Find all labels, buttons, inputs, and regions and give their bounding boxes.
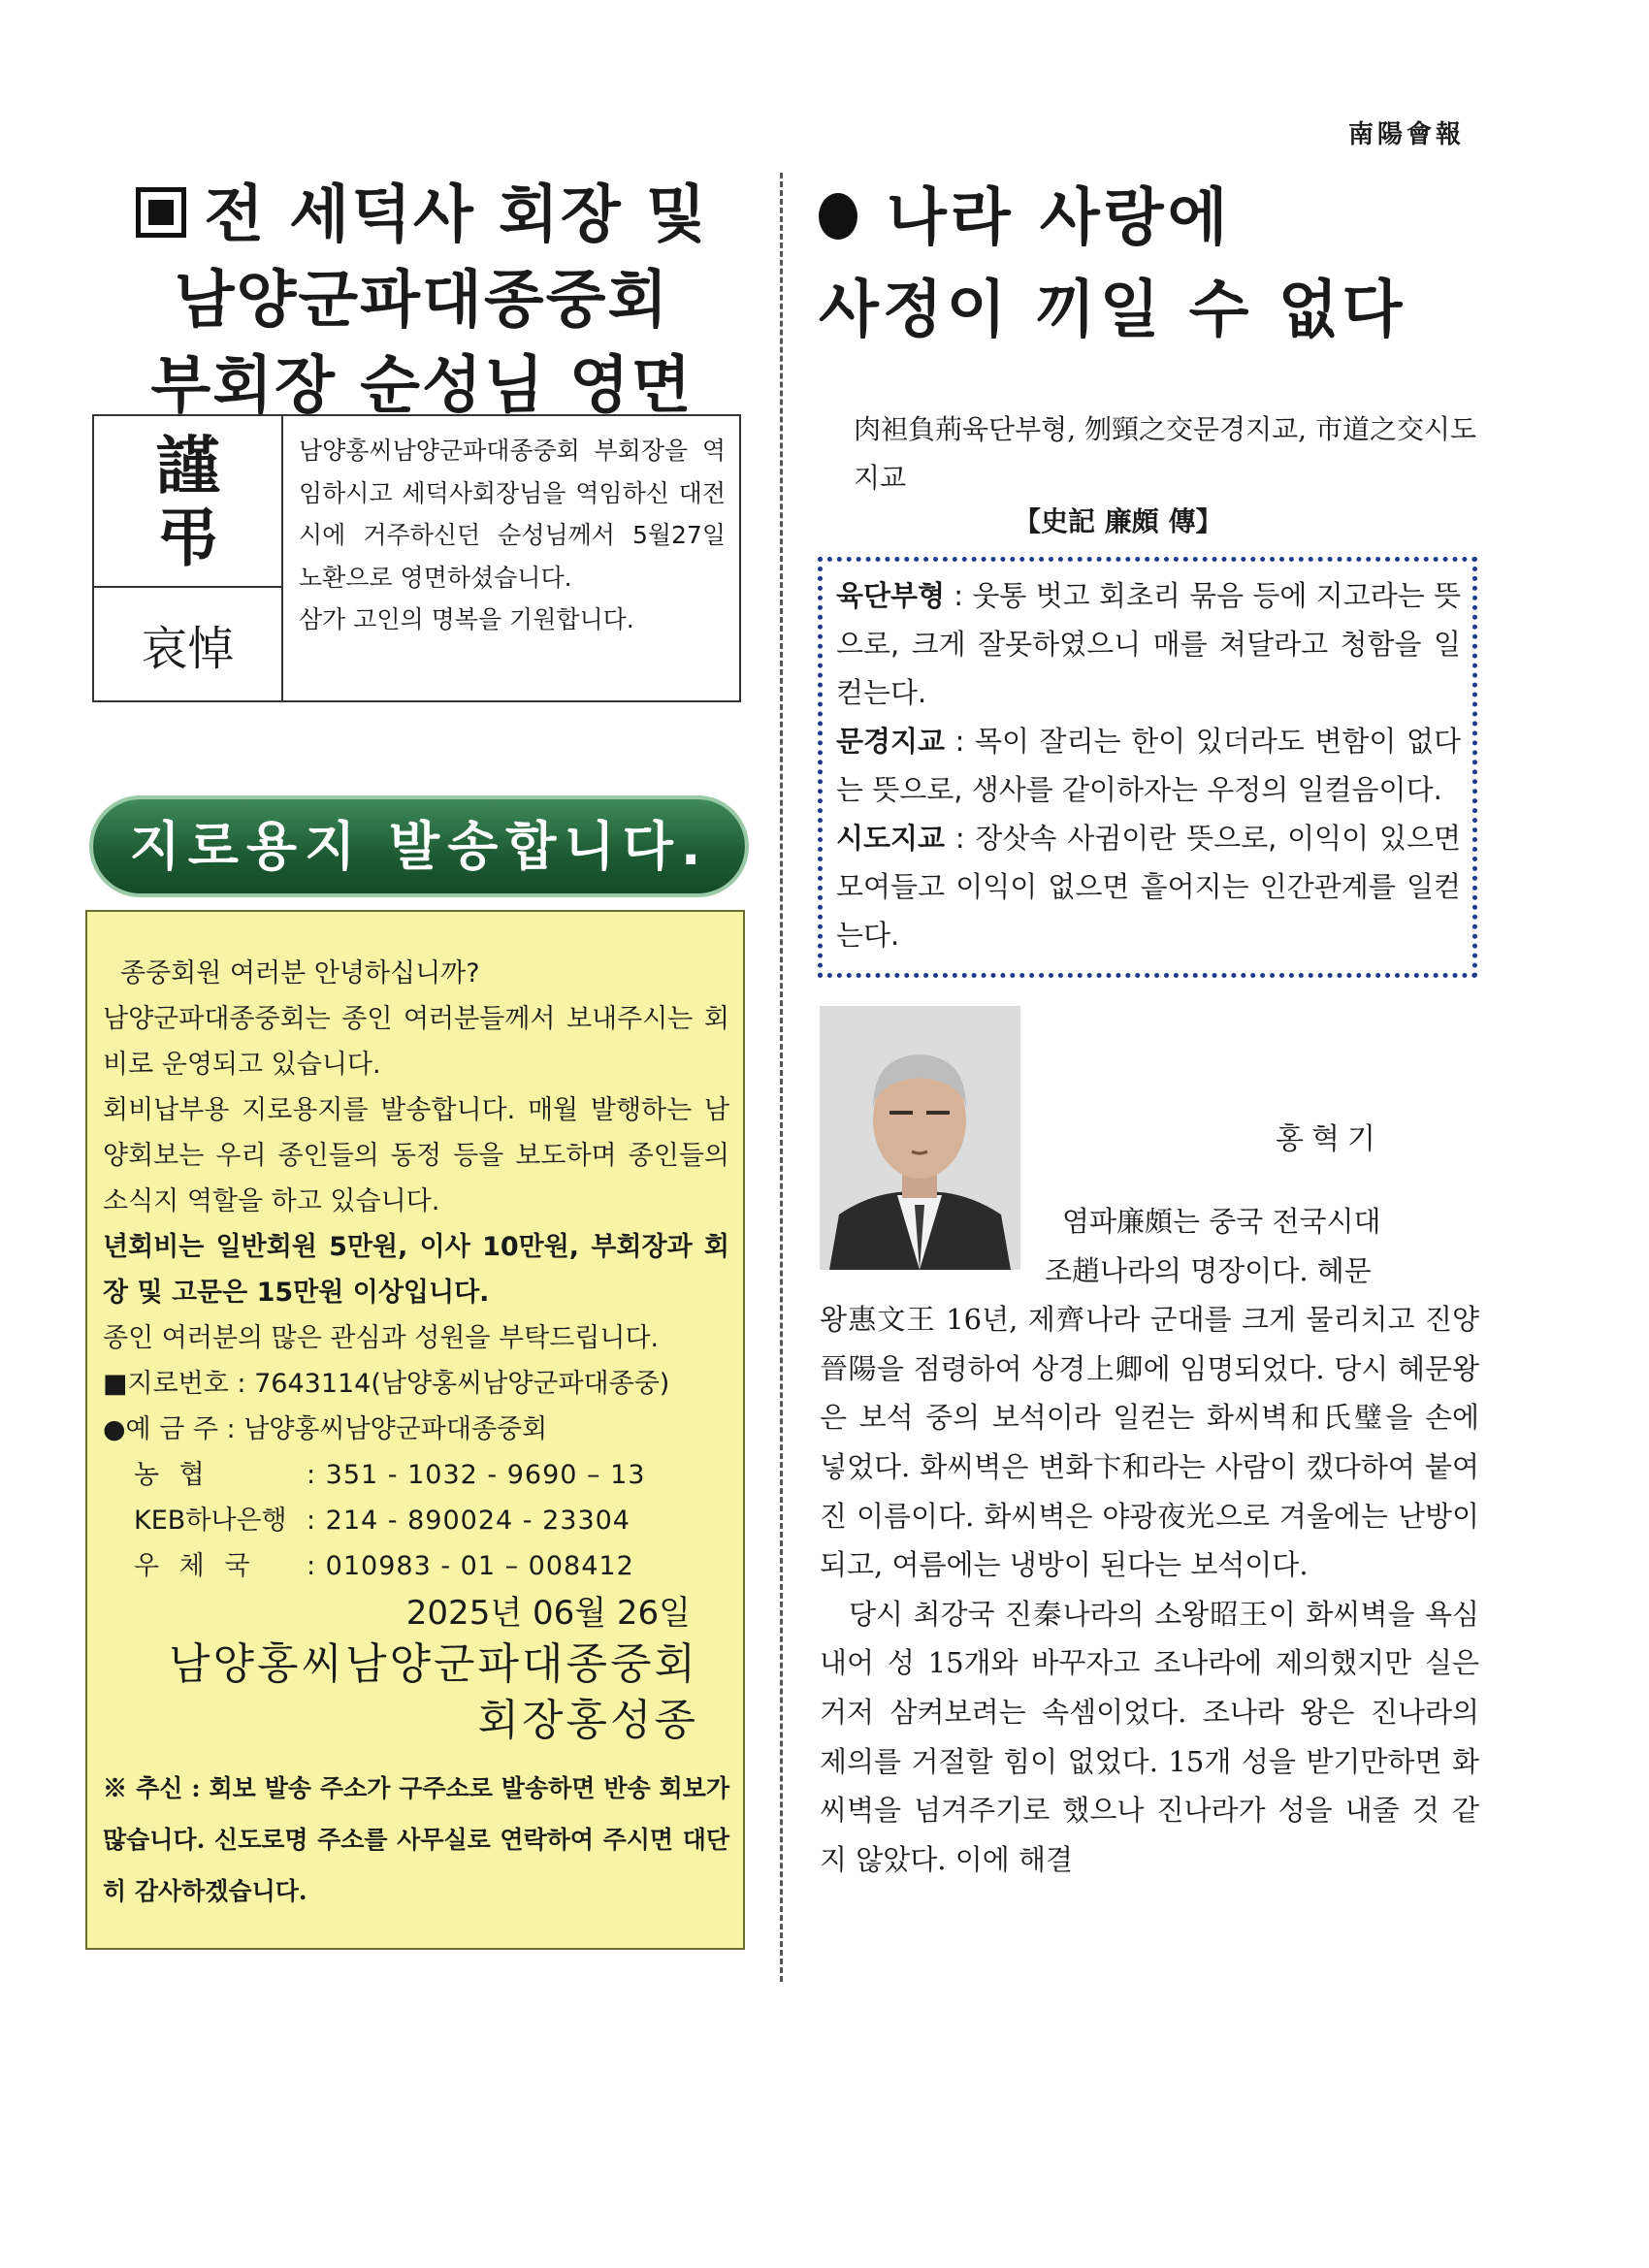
- obituary-title-line-2: 남양군파대종중회: [174, 265, 670, 337]
- definition-text: : 목이 잘리는 한이 있더라도 변함이 없다는 뜻으로, 생사를 같이하자는 우정의 일컬음이다.: [836, 725, 1461, 806]
- definition-text: : 웃통 벗고 회초리 묶음 등에 지고라는 뜻으로, 크게 잘못하였으니 매를 쳐달라고 청함을 일컫는다.: [836, 579, 1461, 709]
- essay-title-line-2: 사정이 끼일 수 없다: [819, 275, 1406, 346]
- notice-paragraph-4: 종인 여러분의 많은 관심과 성원을 부탁드립니다.: [103, 1323, 660, 1353]
- essay-author: 홍혁기: [1276, 1122, 1383, 1156]
- definition-text: : 장삿속 사귐이란 뜻으로, 이익이 있으면 모여들고 이익이 없으면 흩어지는 인간관계를 일컫는다.: [836, 822, 1461, 952]
- giro-number: ■지로번호 : 7643114(남양홍씨남양군파대종중): [103, 1369, 670, 1399]
- essay-title: [815, 173, 1474, 357]
- quote-source: 【史記 廉頗 傳】: [1014, 505, 1223, 537]
- notice-postscript: ※ 추신 : 회보 발송 주소가 구주소로 발송하면 반송 회보가 많습니다. 신도로명 주소를 사무실로 연락하여 주시면 대단히 감사하겠습니다.: [103, 1774, 729, 1905]
- obituary-title-line-3: 부회장 순성님 영면: [150, 350, 694, 422]
- notice-date: 2025년 06월 26일: [405, 1594, 691, 1633]
- essay-title-line-1: 나라 사랑에: [887, 182, 1232, 254]
- notice-paragraph-2: 회비납부용 지로용지를 발송합니다. 매월 발행하는 남양회보는 우리 종인들의 동정 등을 보도하며 종인들의 소식지 역할을 하고 있습니다.: [103, 1095, 729, 1216]
- condolence-text: [283, 416, 739, 700]
- account-number: : 214 - 890024 - 23304: [307, 1506, 630, 1536]
- account-number: : 010983 - 01 – 008412: [307, 1551, 634, 1581]
- black-square-icon: [136, 187, 186, 238]
- condolence-label-column: [94, 416, 283, 700]
- essay-body: [820, 1197, 1479, 1884]
- definition-item: [836, 571, 1461, 717]
- giro-banner: 지로용지 발송합니다.: [93, 799, 745, 893]
- condolence-body: 남양홍씨남양군파대종중회 부회장을 역임하시고 세덕사회장님을 역임하신 대전시에 거주하신던 순성님께서 5월27일 노환으로 영면하셨습니다.: [299, 437, 726, 592]
- definitions-box: [818, 557, 1477, 978]
- account-row: [103, 1498, 729, 1543]
- essay-quote: 肉袒負荊육단부형, 刎頸之交문경지교, 市道之交시도지교: [854, 413, 1477, 494]
- notice-org-line-2: 회장홍성종: [477, 1696, 698, 1745]
- definition-item: [836, 717, 1461, 814]
- essay-line-1: 염파廉頗는 중국 전국시대: [1062, 1205, 1381, 1238]
- column-divider: [780, 173, 783, 1982]
- bank-name: 농 협: [134, 1460, 210, 1490]
- black-circle-icon: [819, 193, 857, 240]
- essay-paragraph-2: 당시 최강국 진秦나라의 소왕昭王이 화씨벽을 욕심내어 성 15개와 바꾸자고 조나라에 제의했지만 실은 거저 삼켜보려는 속셈이었다. 조나라 왕은 진나라의 제의를 거절할 힘이 없었다. 15개 성을 받기만하면 화씨벽을 넘겨주기로 했으나 진나라가 성을 내줄 것 같지 않았다. 이에 해결: [820, 1597, 1479, 1876]
- notice-greeting: 종중회원 여러분 안녕하십니까?: [120, 958, 480, 988]
- condolence-closing: 삼가 고인의 명복을 기원합니다.: [299, 605, 634, 633]
- bank-name: KEB하나은행: [134, 1506, 287, 1536]
- definition-term: 육단부형: [836, 579, 946, 612]
- definition-term: 시도지교: [836, 822, 946, 855]
- bank-name: 우 체 국: [134, 1551, 256, 1581]
- essay-line-2: 조趙나라의 명장이다. 혜문: [1045, 1253, 1372, 1287]
- notice-paragraph-1: 남양군파대종중회는 종인 여러분들께서 보내주시는 회비로 운영되고 있습니다.: [103, 1004, 729, 1080]
- obituary-title-line-1: 전 세덕사 회장 및: [92, 173, 752, 258]
- obituary-title: [92, 173, 752, 429]
- notice-org-line-1: 남양홍씨남양군파대종중회: [168, 1639, 698, 1689]
- notice-fee-paragraph: 년회비는 일반회원 5만원, 이사 10만원, 부회장과 회장 및 고문은 15만원 이상입니다.: [103, 1232, 729, 1308]
- masthead: 南陽會報: [1347, 120, 1465, 149]
- condolence-box: [92, 414, 741, 702]
- definition-item: [836, 814, 1461, 959]
- account-row: [103, 1452, 729, 1498]
- account-row: [103, 1543, 729, 1589]
- account-number: : 351 - 1032 - 9690 – 13: [307, 1460, 646, 1490]
- giro-notice-box: [85, 910, 745, 1950]
- condolence-big-characters: 謹 弔: [94, 416, 281, 588]
- depositor: ●예 금 주 : 남양홍씨남양군파대종중회: [103, 1414, 548, 1444]
- condolence-small-characters: 哀悼: [141, 621, 235, 676]
- definition-term: 문경지교: [836, 725, 946, 758]
- essay-paragraph-1: 왕惠文王 16년, 제齊나라 군대를 크게 물리치고 진양晉陽을 점령하여 상경上卿에 임명되었다. 당시 혜문왕은 보석 중의 보석이라 일컫는 화씨벽和氏璧을 손에 넣었다. 화씨벽은 변화卞和라는 사람이 캤다하여 붙여진 이름이다. 화씨벽은 야광夜光으로 겨울에는 난방이 되고, 여름에는 냉방이 된다는 보석이다.: [820, 1303, 1479, 1582]
